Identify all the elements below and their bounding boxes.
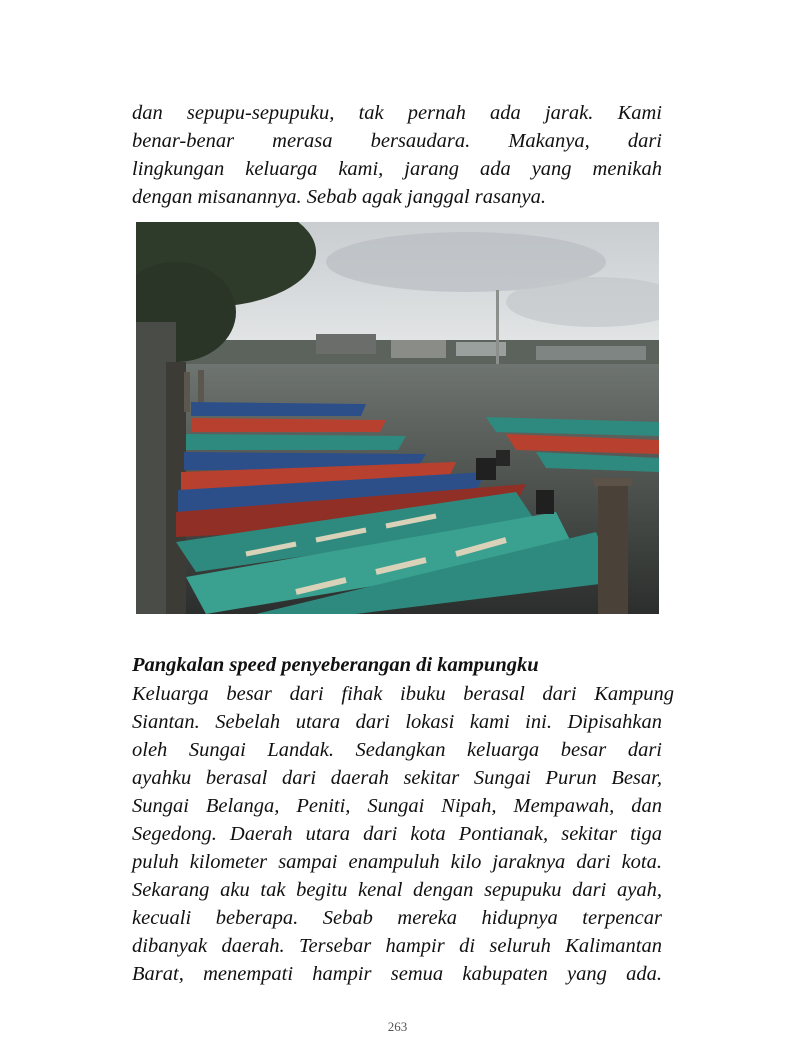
text-line: dengan misanannya. Sebab agak janggal rasanya. <box>132 186 546 208</box>
text-line: kecuali beberapa. Sebab mereka hidupnya terpencar <box>132 907 662 929</box>
text-line: Sekarang aku tak begitu kenal dengan sepupuku dari ayah, <box>132 879 662 901</box>
text-line: dan sepupu-sepupuku, tak pernah ada jarak. Kami <box>132 102 662 124</box>
text-line: lingkungan keluarga kami, jarang ada yang menikah <box>132 158 662 180</box>
text-line: dibanyak daerah. Tersebar hampir di seluruh Kalimantan <box>132 935 662 957</box>
text-line: ayahku berasal dari daerah sekitar Sungai Purun Besar, <box>132 767 662 789</box>
text-line: Barat, menempati hampir semua kabupaten yang ada. <box>132 963 662 985</box>
text-line: Keluarga besar dari fihak ibuku berasal dari Kampung <box>132 683 674 705</box>
photo-caption: Pangkalan speed penyeberangan di kampungku <box>132 654 539 676</box>
text-line: puluh kilometer sampai enampuluh kilo jaraknya dari kota. <box>132 851 662 873</box>
text-line: Segedong. Daerah utara dari kota Pontianak, sekitar tiga <box>132 823 662 845</box>
text-line: Sungai Belanga, Peniti, Sungai Nipah, Mempawah, dan <box>132 795 662 817</box>
text-line: benar-benar merasa bersaudara. Makanya, dari <box>132 130 662 152</box>
page-number: 263 <box>387 1019 408 1034</box>
boat-pier-photo <box>136 222 659 614</box>
text-line: oleh Sungai Landak. Sedangkan keluarga besar dari <box>132 739 662 761</box>
text-line: Siantan. Sebelah utara dari lokasi kami ini. Dipisahkan <box>132 711 662 733</box>
